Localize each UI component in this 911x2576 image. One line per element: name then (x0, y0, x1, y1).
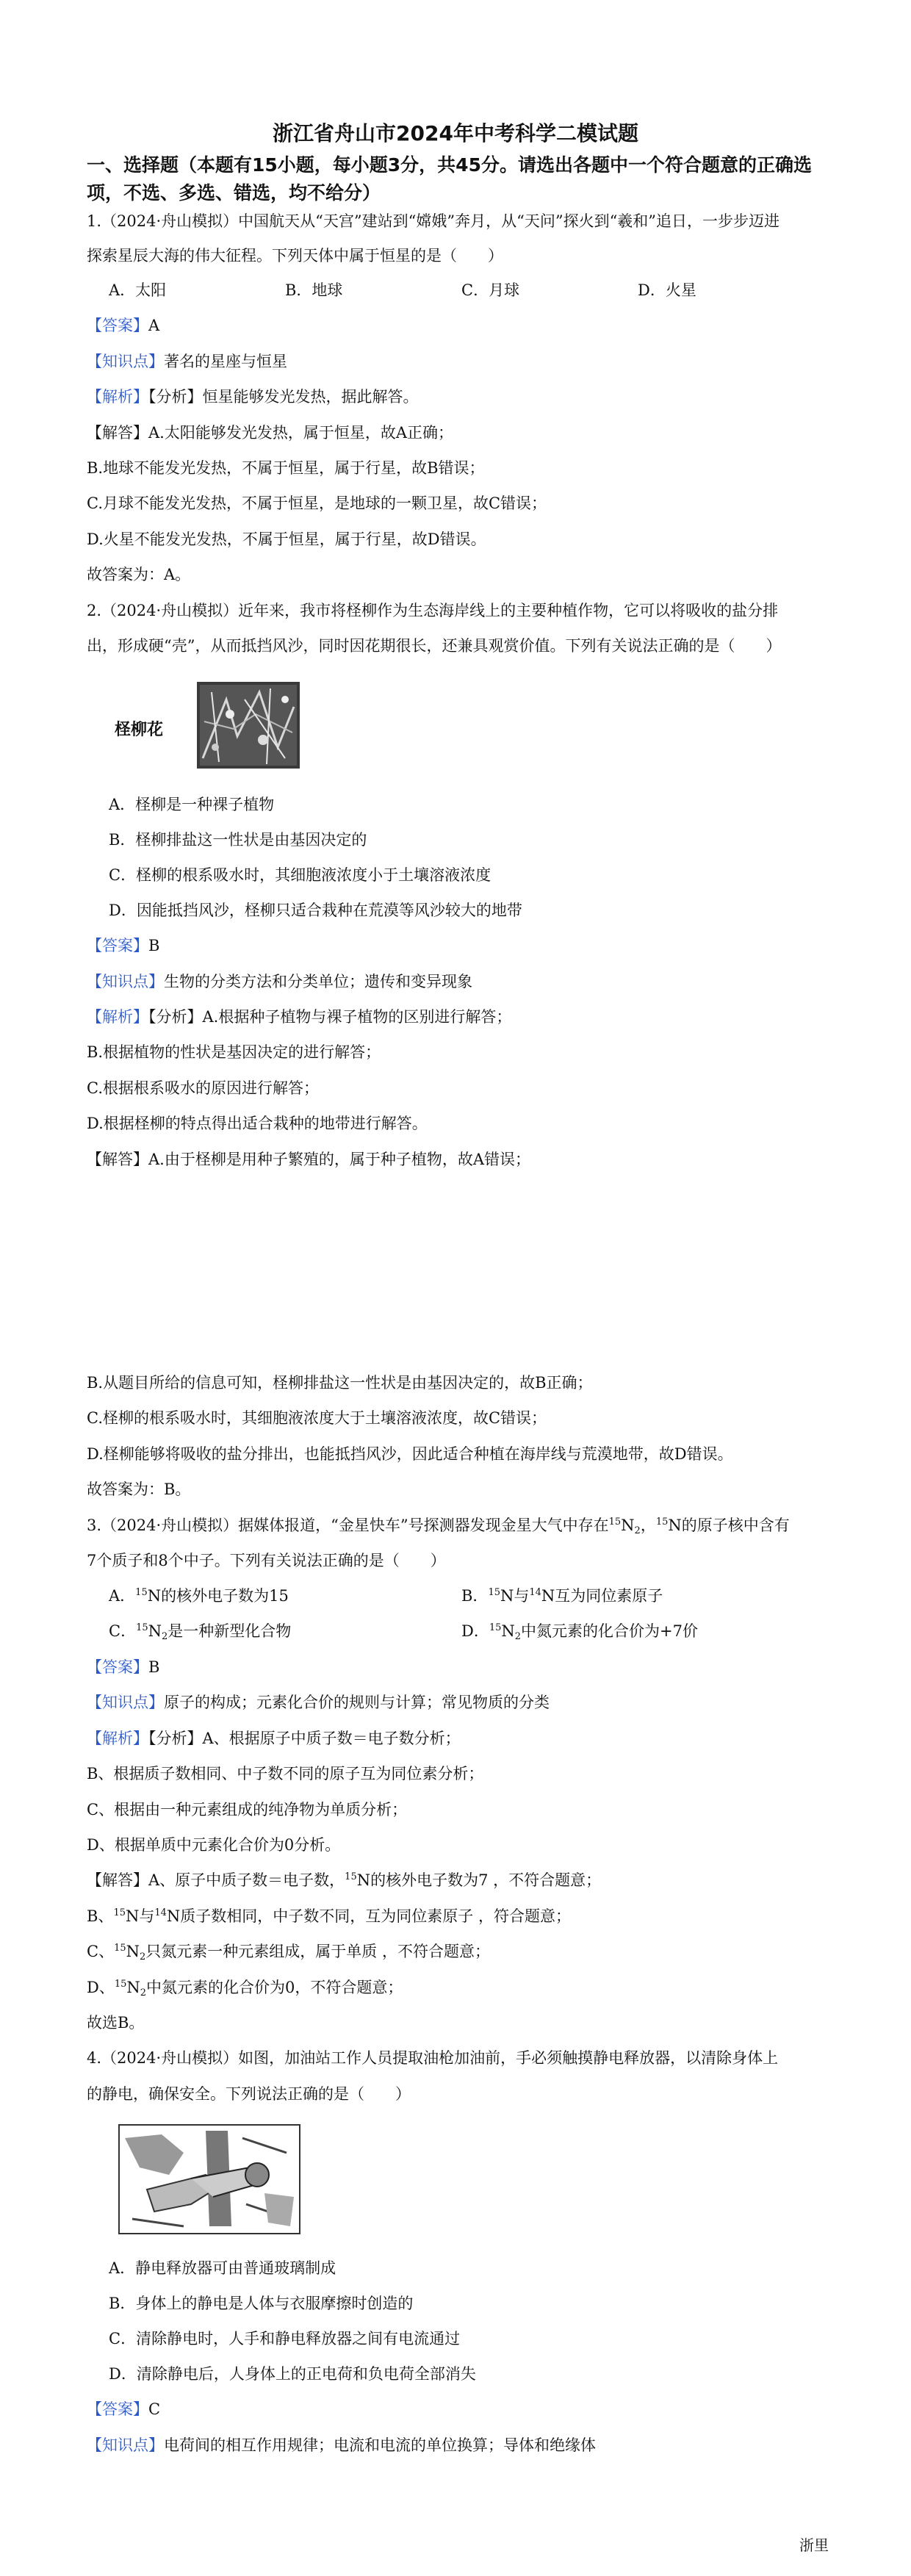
knowledge-tag: 【知识点】 (87, 1694, 164, 1711)
q1-option-d: D．火星 (638, 281, 696, 299)
q3-stem-line2: 7个质子和8个中子。下列有关说法正确的是（ ） (87, 1552, 446, 1569)
knowledge-tag: 【知识点】 (87, 353, 164, 370)
q2-knowledge (87, 971, 829, 993)
superscript-15: 15 (655, 1517, 669, 1528)
image-label: 柽柳花 (115, 721, 164, 739)
knowledge-tag: 【知识点】 (87, 973, 164, 990)
q1-option-a: A．太阳 (109, 281, 167, 299)
q3-analysis-3: C、根据由一种元素组成的纯净物为单质分析； (87, 1801, 408, 1818)
knowledge-text: 电荷间的相互作用规律；电流和电流的单位换算；导体和绝缘体 (164, 2436, 596, 2454)
answer-tag: 【答案】 (87, 1658, 148, 1676)
q3-stem-text-a: 3.（2024·舟山模拟）据媒体报道，“金星快车”号探测器发现金星大气中存在 (87, 1517, 609, 1534)
q2-stem-line2: 出，形成硬“壳”，从而抵挡风沙，同时因花期很长，还兼具观赏价值。下列有关说法正确的是（ ） (87, 637, 782, 655)
q3-answer (87, 1656, 829, 1678)
q3-solution-3: C、$^{15}N_2$只氮元素一种元素组成，属于单质 ，不符合题意； (87, 1943, 490, 1962)
analysis-tag: 【解析】 (87, 388, 148, 406)
q2-analysis-3: C.根据根系吸水的原因进行解答； (87, 1079, 319, 1097)
answer-value: A (148, 317, 160, 334)
knowledge-text: 著名的星座与恒星 (164, 353, 287, 370)
tamarisk-flower-image (109, 677, 301, 773)
answer-value: C (148, 2400, 161, 2418)
q3-comma: ， (640, 1517, 656, 1534)
q4-option-c: C．清除静电时，人手和静电释放器之间有电流通过 (109, 2330, 461, 2347)
analysis-tag: 【解析】 (87, 1730, 148, 1747)
q4-option-b: B．身体上的静电是人体与衣服摩擦时创造的 (109, 2295, 414, 2312)
q3-solution-4: D、$^{15}N_2$中氮元素的化合价为0，不符合题意； (87, 1979, 403, 1998)
q2-analysis-4: D.根据柽柳的特点得出适合栽种的地带进行解答。 (87, 1115, 428, 1132)
q3-analysis-2: B、根据质子数相同、中子数不同的原子互为同位素分析； (87, 1765, 484, 1782)
answer-value: B (148, 937, 160, 954)
q1-analysis (87, 386, 829, 408)
q3-knowledge (87, 1691, 829, 1713)
q3-option-c: C．$^{15}N_2$是一种新型化合物 (109, 1622, 292, 1642)
q1-answer (87, 314, 829, 337)
q4-answer (87, 2398, 829, 2420)
section-heading: 一、选择题（本题有15小题，每小题3分，共45分。请选出各题中一个符合题意的正确选项，不选、多选、错选，均不给分） (87, 154, 812, 204)
q2-answer (87, 935, 829, 957)
knowledge-tag: 【知识点】 (87, 2436, 164, 2454)
q4-stem-line2: 的静电，确保安全。下列说法正确的是（ ） (87, 2085, 411, 2103)
q3-solution-2: B、$^{15}$N与$^{14}$N质子数相同，中子数不同，互为同位素原子 ，符合题意； (87, 1907, 571, 1925)
element-n: N (621, 1517, 635, 1534)
q1-solution-1: 【解答】A.太阳能够发光发热，属于恒星，故A正确； (87, 424, 454, 442)
q2-stem-line1: 2.（2024·舟山模拟）近年来，我市将柽柳作为生态海岸线上的主要种植作物，它可以将吸收的盐分排 (87, 602, 779, 619)
page-title: 浙江省舟山市2024年中考科学二模试题 (273, 121, 638, 145)
q3-option-d: D．$^{15}N_2$中氮元素的化合价为+7价 (461, 1622, 699, 1642)
q1-solution-2: B.地球不能发光发热，不属于恒星，属于行星，故B错误； (87, 459, 485, 477)
q3-stem-text-d: N的原子核中含有 (668, 1517, 790, 1534)
q2-option-c: C．柽柳的根系吸水时，其细胞液浓度小于土壤溶液浓度 (109, 866, 491, 884)
answer-tag: 【答案】 (87, 937, 148, 954)
analysis-text: 【分析】恒星能够发光发热，据此解答。 (148, 388, 419, 406)
q1-solution-3: C.月球不能发光发热，不属于恒星，是地球的一颗卫星，故C错误； (87, 494, 547, 512)
answer-tag: 【答案】 (87, 317, 148, 334)
static-discharger-figure (118, 2123, 301, 2235)
superscript-15: 15 (608, 1517, 622, 1528)
q1-option-c: C．月球 (461, 281, 520, 299)
q2-analysis-2: B.根据植物的性状是基因决定的进行解答； (87, 1043, 381, 1061)
q1-solution-4: D.火星不能发光发热，不属于恒星，属于行星，故D错误。 (87, 530, 486, 548)
q3-final: 故选B。 (87, 2014, 145, 2032)
analysis-tag: 【解析】 (87, 1008, 148, 1026)
q4-stem-line1: 4.（2024·舟山模拟）如图，加油站工作人员提取油枪加油前，手必须触摸静电释放器，以清除身体上 (87, 2049, 779, 2067)
answer-value: B (148, 1658, 160, 1676)
q2-final: 故答案为：B。 (87, 1481, 191, 1498)
knowledge-text: 生物的分类方法和分类单位；遗传和变异现象 (164, 973, 472, 990)
static-discharger-image (118, 2123, 301, 2235)
q2-option-a: A．柽柳是一种裸子植物 (109, 796, 275, 813)
q2-solution-4: D.柽柳能够将吸收的盐分排出，也能抵挡风沙，因此适合种植在海岸线与荒漠地带，故D错误。 (87, 1445, 733, 1463)
q2-solution-2: B.从题目所给的信息可知，柽柳排盐这一性状是由基因决定的，故B正确； (87, 1374, 593, 1392)
q1-knowledge (87, 350, 829, 373)
subscript-2: 2 (634, 1525, 641, 1536)
q1-stem-line1: 1.（2024·舟山模拟）中国航天从“天宫”建站到“嫦娥”奔月，从“天问”探火到“羲和”追日，一步步迈进 (87, 212, 780, 230)
page-footer: 浙里 (799, 2536, 829, 2554)
q1-option-b: B．地球 (285, 281, 343, 299)
knowledge-text: 原子的构成；元素化合价的规则与计算；常见物质的分类 (164, 1694, 550, 1711)
q1-stem-line2: 探索星辰大海的伟大征程。下列天体中属于恒星的是（ ） (87, 247, 503, 265)
q1-final: 故答案为：A。 (87, 566, 191, 583)
q3-stem-line1 (87, 1514, 829, 1536)
q3-analysis-4: D、根据单质中元素化合价为0分析。 (87, 1836, 341, 1854)
q3-option-b: B．$^{15}$N与$^{14}$N互为同位素原子 (461, 1587, 663, 1605)
answer-tag: 【答案】 (87, 2400, 148, 2418)
analysis-text: 【分析】A、根据原子中质子数＝电子数分析； (148, 1730, 461, 1747)
q3-option-a: A．$^{15}$N的核外电子数为15 (109, 1587, 289, 1605)
analysis-text: 【分析】A.根据种子植物与裸子植物的区别进行解答； (148, 1008, 512, 1026)
q3-analysis (87, 1727, 829, 1749)
q3-solution-1: 【解答】A、原子中质子数＝电子数，$^{15}$N的核外电子数为7 ，不符合题意； (87, 1871, 602, 1889)
tamarisk-photo-figure (109, 677, 301, 773)
q2-option-b: B．柽柳排盐这一性状是由基因决定的 (109, 831, 367, 849)
q2-analysis (87, 1006, 829, 1028)
q2-solution-1: 【解答】A.由于柽柳是用种子繁殖的，属于种子植物，故A错误； (87, 1151, 531, 1168)
q4-option-a: A．静电释放器可由普通玻璃制成 (109, 2259, 336, 2277)
q4-knowledge (87, 2434, 829, 2456)
q2-option-d: D．因能抵挡风沙，柽柳只适合栽种在荒漠等风沙较大的地带 (109, 902, 522, 919)
q2-solution-3: C.柽柳的根系吸水时，其细胞液浓度大于土壤溶液浓度，故C错误； (87, 1409, 547, 1427)
q4-option-d: D．清除静电后，人身体上的正电荷和负电荷全部消失 (109, 2365, 476, 2383)
